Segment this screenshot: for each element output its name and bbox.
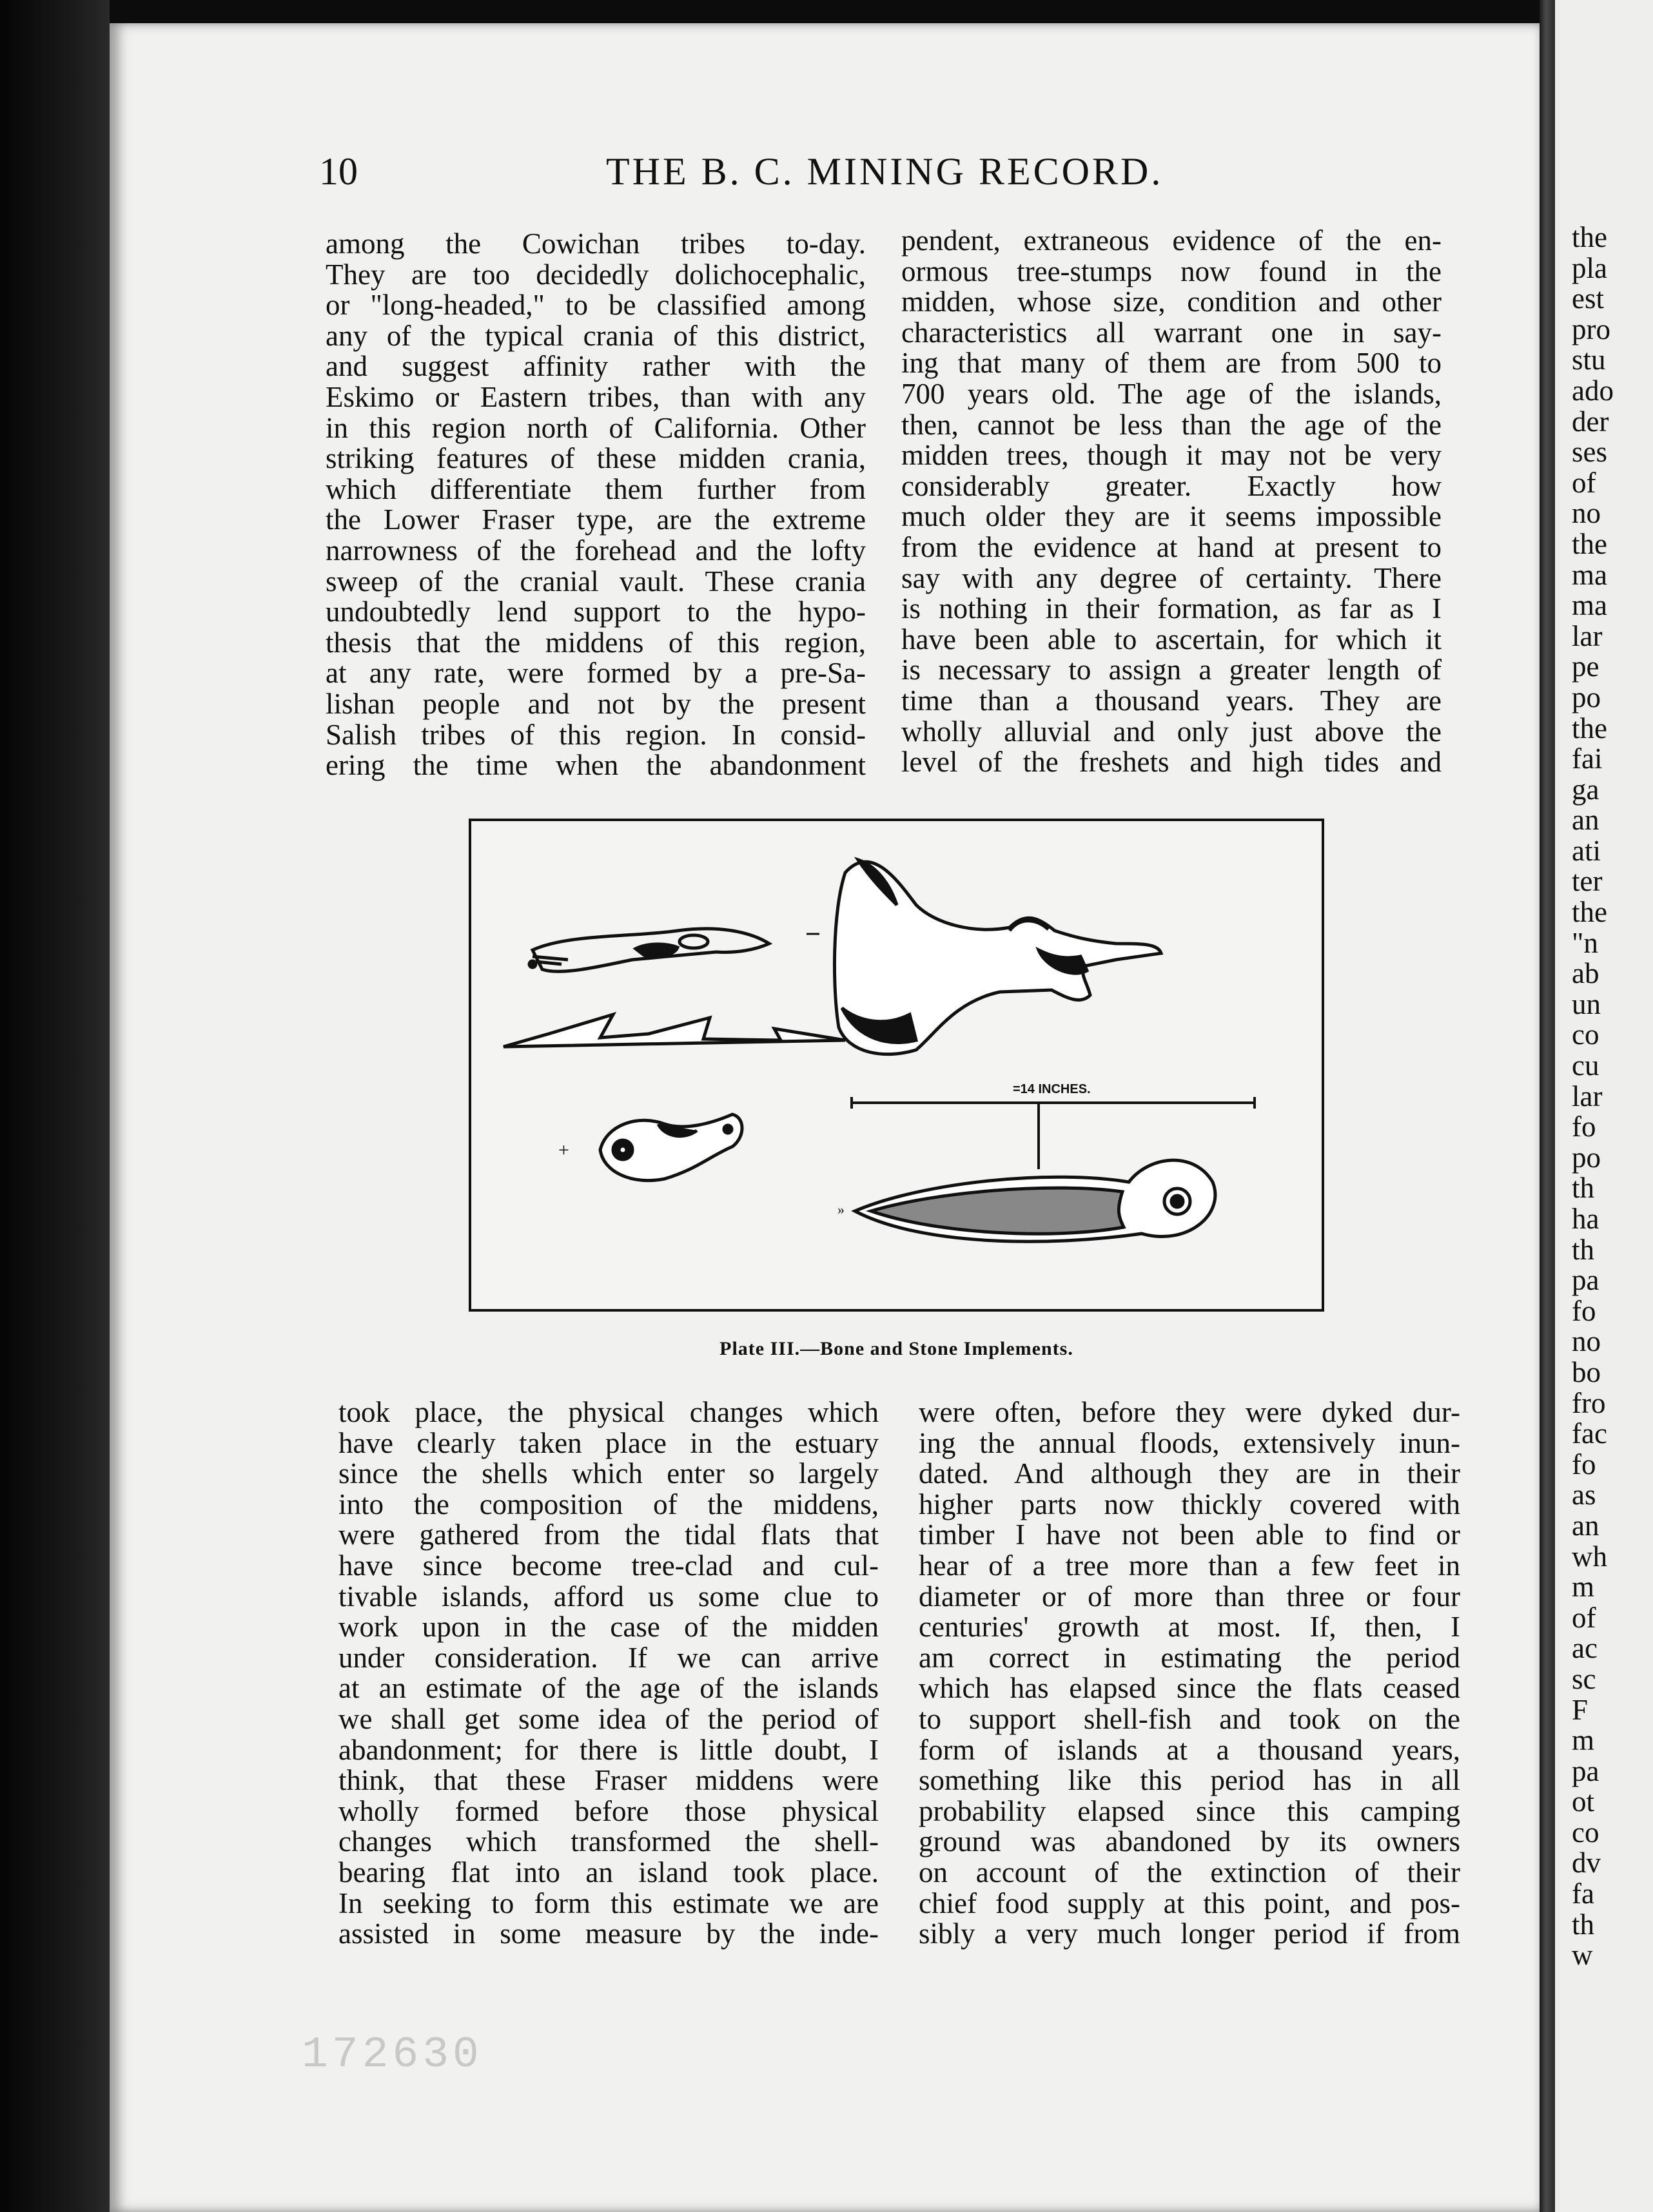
facing-page-fragment: ado bbox=[1572, 374, 1614, 407]
facing-page-fragment: bo bbox=[1572, 1355, 1601, 1388]
bottom-right-column-line: sibly a very much longer period if from bbox=[919, 1917, 1460, 1950]
bottom-right-column-line: centuries' growth at most. If, then, I bbox=[919, 1611, 1460, 1644]
top-right-column-line: midden, whose size, condition and other bbox=[901, 286, 1442, 318]
bottom-left-column-line: at an estimate of the age of the islands bbox=[338, 1672, 879, 1705]
facing-page-fragment: m bbox=[1572, 1571, 1595, 1604]
plate-caption: Plate III.—Bone and Stone Implements. bbox=[719, 1338, 1073, 1359]
facing-page-fragment: co bbox=[1572, 1018, 1599, 1051]
top-left-column-line: Salish tribes of this region. In consid- bbox=[326, 718, 866, 751]
bottom-left-column-line: into the composition of the middens, bbox=[338, 1488, 879, 1520]
top-right-column-line: ormous tree-stumps now found in the bbox=[901, 255, 1442, 287]
facing-page-fragment: ab bbox=[1572, 957, 1599, 990]
bottom-left-column-line: have clearly taken place in the estuary bbox=[338, 1426, 879, 1459]
scan-left-edge bbox=[0, 0, 110, 2212]
top-right-column-line: pendent, extraneous evidence of the en- bbox=[901, 224, 1442, 257]
top-right-column-line: time than a thousand years. They are bbox=[901, 684, 1442, 717]
bottom-right-column-line: am correct in estimating the period bbox=[919, 1641, 1460, 1674]
facing-page-fragment: fro bbox=[1572, 1386, 1606, 1419]
top-left-column-line: among the Cowichan tribes to-day. bbox=[326, 228, 866, 260]
facing-page-fragment: ha bbox=[1572, 1203, 1599, 1235]
facing-page-fragment: pe bbox=[1572, 650, 1599, 683]
facing-page-fragment: po bbox=[1572, 681, 1601, 713]
top-left-column-line: Eskimo or Eastern tribes, than with any bbox=[326, 380, 866, 413]
top-left-column-line: They are too decidedly dolichocephalic, bbox=[326, 258, 866, 291]
top-right-column-line: is necessary to assign a greater length of bbox=[901, 654, 1442, 686]
facing-page-fragment: ga bbox=[1572, 773, 1599, 806]
top-right-column-line: ing that many of them are from 500 to bbox=[901, 347, 1442, 380]
top-right-column-line: say with any degree of certainty. There bbox=[901, 561, 1442, 594]
top-right-column-line: much older they are it seems impossible bbox=[901, 500, 1442, 533]
facing-page-fragment: wh bbox=[1572, 1540, 1607, 1573]
facing-page-fragment: un bbox=[1572, 987, 1601, 1020]
top-right-column-line: have been able to ascertain, for which it bbox=[901, 623, 1442, 655]
facing-page-fragment: ma bbox=[1572, 589, 1607, 622]
facing-page-fragment: ter bbox=[1572, 865, 1603, 898]
facing-page-fragment: ot bbox=[1572, 1785, 1595, 1818]
bottom-right-column-line: form of islands at a thousand years, bbox=[919, 1733, 1460, 1766]
facing-page-fragment: pro bbox=[1572, 313, 1610, 345]
bottom-right-column-line: diameter or of more than three or four bbox=[919, 1580, 1460, 1613]
top-left-column-line: lishan people and not by the present bbox=[326, 687, 866, 720]
bottom-left-column-line: In seeking to form this estimate we are bbox=[338, 1887, 879, 1919]
facing-page-fragment: of bbox=[1572, 466, 1596, 499]
bottom-right-column-line: timber I have not been able to find or bbox=[919, 1518, 1460, 1551]
book-spine bbox=[1540, 0, 1555, 2212]
facing-page-fragment: the bbox=[1572, 222, 1607, 253]
bottom-right-column-line: hear of a tree more than a few feet in bbox=[919, 1549, 1460, 1582]
bottom-left-column-line: work upon in the case of the midden bbox=[338, 1611, 879, 1644]
facing-page-fragment: fo bbox=[1572, 1448, 1596, 1480]
facing-page-fragment: der bbox=[1572, 405, 1609, 438]
bottom-left-column-line: bearing flat into an island took place. bbox=[338, 1856, 879, 1888]
bottom-right-column-line: dated. And although they are in their bbox=[919, 1457, 1460, 1490]
top-right-column-line: midden trees, though it may not be very bbox=[901, 439, 1442, 472]
page-number: 10 bbox=[319, 150, 358, 193]
facing-page-fragment: no bbox=[1572, 497, 1601, 530]
facing-page-fragment: co bbox=[1572, 1816, 1599, 1848]
facing-page-fragment: the bbox=[1572, 527, 1607, 560]
top-right-column-line: 700 years old. The age of the islands, bbox=[901, 377, 1442, 410]
bottom-left-column-line: under consideration. If we can arrive bbox=[338, 1641, 879, 1674]
facing-page-fragment: fa bbox=[1572, 1877, 1594, 1910]
facing-page-fragment: the bbox=[1572, 712, 1607, 744]
facing-page-fragment: pla bbox=[1572, 251, 1607, 284]
bottom-left-column-line: think, that these Fraser middens were bbox=[338, 1764, 879, 1797]
top-left-column-line: and suggest affinity rather with the bbox=[326, 350, 866, 383]
bottom-right-column-line: ground was abandoned by its owners bbox=[919, 1825, 1460, 1858]
bottom-right-column-line: on account of the extinction of their bbox=[919, 1856, 1460, 1888]
facing-page-fragment: F bbox=[1572, 1693, 1589, 1726]
top-right-column-line: then, cannot be less than the age of the bbox=[901, 408, 1442, 441]
facing-page-fragment: dv bbox=[1572, 1847, 1601, 1879]
facing-page-fragment: sc bbox=[1572, 1662, 1596, 1695]
facing-page-fragment: of bbox=[1572, 1601, 1596, 1634]
top-left-column-line: in this region north of California. Other bbox=[326, 411, 866, 444]
bottom-left-column-line: were gathered from the tidal flats that bbox=[338, 1518, 879, 1551]
bottom-left-column-line: we shall get some idea of the period of bbox=[338, 1702, 879, 1735]
facing-page-fragment: ma bbox=[1572, 558, 1607, 591]
top-left-column-line: or "long-headed," to be classified among bbox=[326, 289, 866, 322]
bottom-left-column-line: changes which transformed the shell- bbox=[338, 1825, 879, 1858]
facing-page-fragment: the bbox=[1572, 896, 1607, 929]
top-left-column-line: the Lower Fraser type, are the extreme bbox=[326, 503, 866, 536]
top-left-column-line: at any rate, were formed by a pre-Sa- bbox=[326, 657, 866, 690]
column-bottom-right bbox=[919, 1397, 1460, 1950]
facing-page-fragment: fai bbox=[1572, 742, 1603, 775]
facing-page-fragment: m bbox=[1572, 1724, 1595, 1757]
bottom-right-column-line: something like this period has in all bbox=[919, 1764, 1460, 1797]
scale-label: =14 INCHES. bbox=[1013, 1082, 1091, 1096]
bottom-left-column-line: assisted in some measure by the inde- bbox=[338, 1917, 879, 1950]
facing-page-fragment: po bbox=[1572, 1141, 1601, 1174]
facing-page-text bbox=[1555, 222, 1653, 1971]
bottom-right-column-line: ing the annual floods, extensively inun- bbox=[919, 1426, 1460, 1459]
bottom-right-column-line: to support shell-fish and took on the bbox=[919, 1702, 1460, 1735]
facing-page-fragment: no bbox=[1572, 1325, 1601, 1358]
top-left-column-line: undoubtedly lend support to the hypo- bbox=[326, 596, 866, 628]
facing-page-fragment: an bbox=[1572, 804, 1599, 837]
bottom-left-column-line: took place, the physical changes which bbox=[338, 1396, 879, 1428]
bottom-right-column-line: chief food supply at this point, and pos- bbox=[919, 1887, 1460, 1919]
bottom-right-column-line: higher parts now thickly covered with bbox=[919, 1488, 1460, 1520]
facing-page-fragment: w bbox=[1572, 1939, 1593, 1971]
bottom-right-column-line: probability elapsed since this camping bbox=[919, 1794, 1460, 1827]
top-left-column-line: narrowness of the forehead and the lofty bbox=[326, 534, 866, 567]
top-right-column-line: wholly alluvial and only just above the bbox=[901, 715, 1442, 748]
bottom-right-column-line: were often, before they were dyked dur- bbox=[919, 1396, 1460, 1428]
facing-page-fragment: fo bbox=[1572, 1294, 1596, 1327]
facing-page-fragment: stu bbox=[1572, 344, 1606, 376]
facing-page-fragment: th bbox=[1572, 1233, 1595, 1266]
top-left-column-line: any of the typical crania of this district, bbox=[326, 319, 866, 352]
svg-text:+: + bbox=[558, 1140, 569, 1161]
facing-page-fragment: lar bbox=[1572, 619, 1603, 652]
facing-page-fragment: fo bbox=[1572, 1111, 1596, 1143]
bottom-left-column-line: abandonment; for there is little doubt, I bbox=[338, 1733, 879, 1766]
bottom-left-column-line: wholly formed before those physical bbox=[338, 1794, 879, 1827]
bottom-left-column-line: have since become tree-clad and cul- bbox=[338, 1549, 879, 1582]
column-bottom-left bbox=[338, 1397, 879, 1950]
bottom-right-column-line: which has elapsed since the flats ceased bbox=[919, 1672, 1460, 1705]
top-left-column-line: sweep of the cranial vault. These crania bbox=[326, 565, 866, 597]
facing-page-fragment: pa bbox=[1572, 1264, 1599, 1297]
facing-page-fragment: an bbox=[1572, 1509, 1599, 1542]
facing-page-fragment: ati bbox=[1572, 834, 1601, 867]
facing-page-fragment: est bbox=[1572, 282, 1604, 315]
library-stamp: 172630 bbox=[302, 2030, 483, 2080]
facing-page-fragment: fac bbox=[1572, 1417, 1607, 1450]
running-title: THE B. C. MINING RECORD. bbox=[606, 150, 1164, 193]
facing-page-fragment: ac bbox=[1572, 1632, 1598, 1665]
facing-page-fragment: as bbox=[1572, 1479, 1596, 1511]
facing-page-fragment: cu bbox=[1572, 1049, 1599, 1082]
svg-text:»: » bbox=[837, 1201, 845, 1218]
facing-page-fragment: ses bbox=[1572, 436, 1607, 469]
facing-page-fragment: pa bbox=[1572, 1754, 1599, 1787]
top-left-column-line: which differentiate them further from bbox=[326, 472, 866, 505]
top-right-column-line: level of the freshets and high tides and bbox=[901, 746, 1442, 779]
facing-page-fragment: lar bbox=[1572, 1080, 1603, 1112]
top-right-column-line: is nothing in their formation, as far as I bbox=[901, 592, 1442, 625]
facing-page-fragment: th bbox=[1572, 1908, 1595, 1941]
top-right-column-line: characteristics all warrant one in say- bbox=[901, 316, 1442, 349]
top-left-column-line: thesis that the middens of this region, bbox=[326, 626, 866, 659]
facing-page-fragment: "n bbox=[1572, 926, 1598, 959]
top-left-column-line: ering the time when the abandonment bbox=[326, 749, 866, 782]
top-right-column-line: considerably greater. Exactly how bbox=[901, 469, 1442, 502]
top-right-column-line: from the evidence at hand at present to bbox=[901, 530, 1442, 563]
bottom-left-column-line: tivable islands, afford us some clue to bbox=[338, 1580, 879, 1613]
top-left-column-line: striking features of these midden crania, bbox=[326, 442, 866, 475]
facing-page-fragment: th bbox=[1572, 1172, 1595, 1205]
bottom-left-column-line: since the shells which enter so largely bbox=[338, 1457, 879, 1490]
